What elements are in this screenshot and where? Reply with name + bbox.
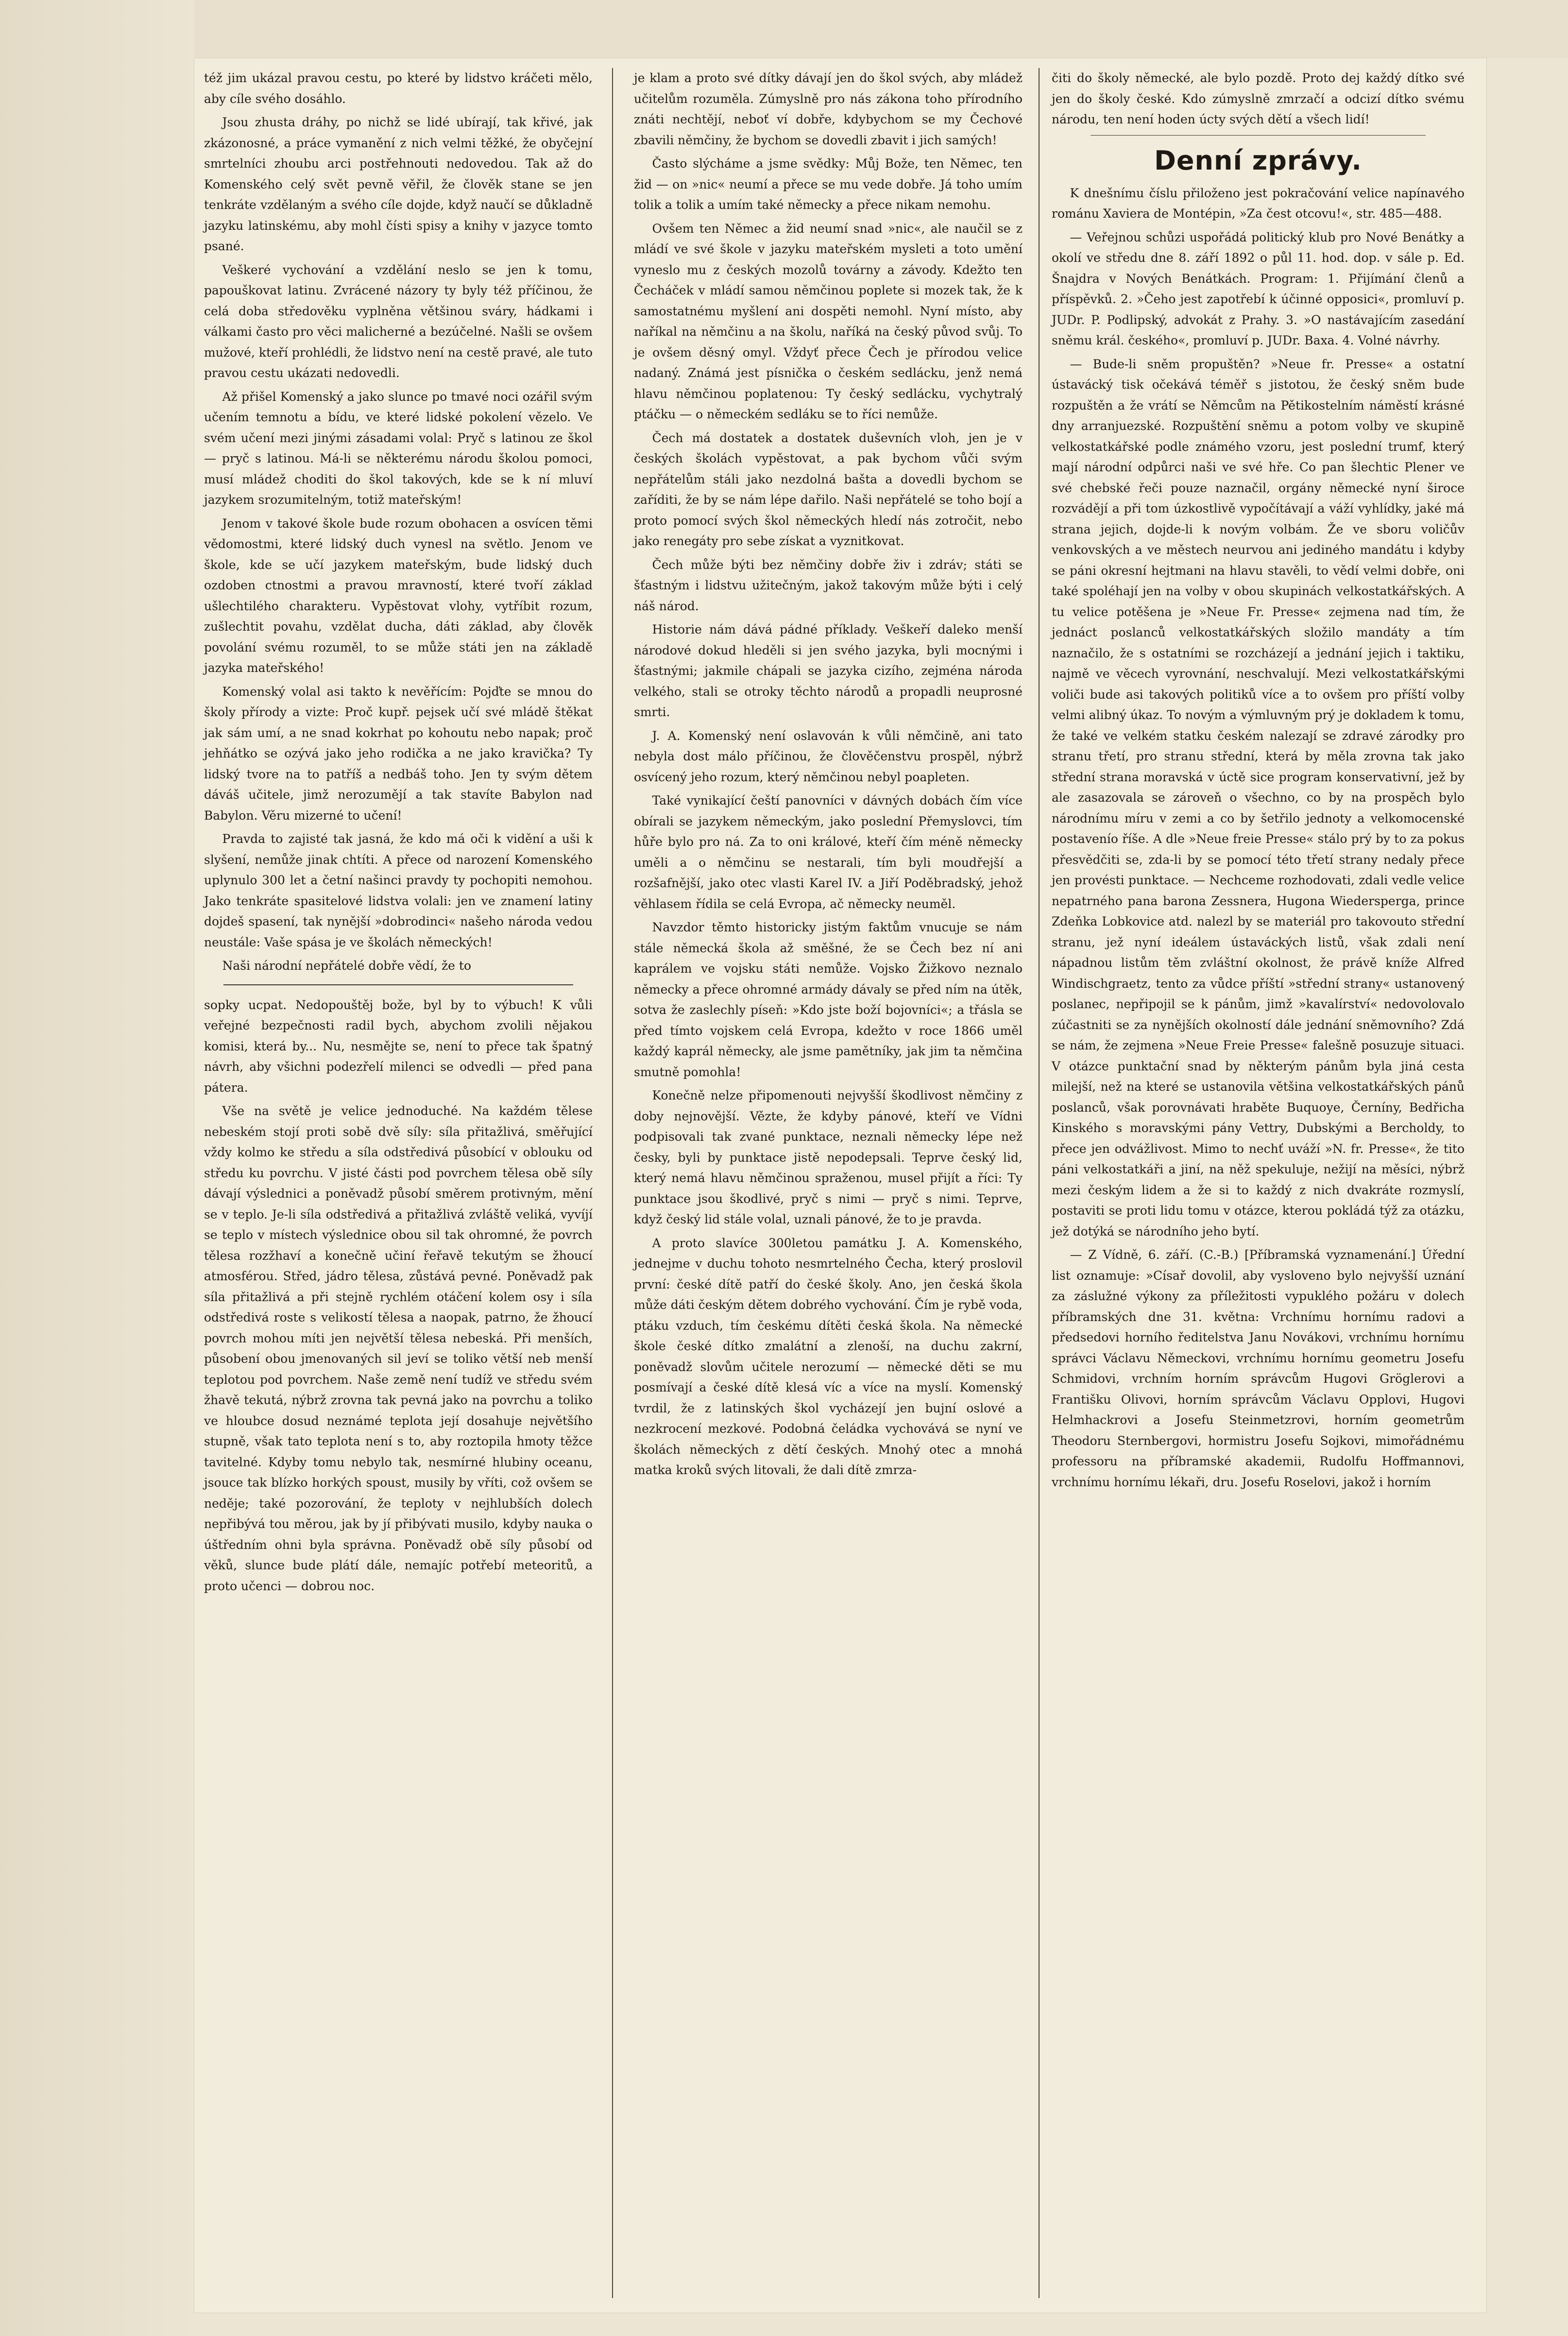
paragraph: čiti do školy německé, ale bylo pozdě. Proto dej každý dítko své jen do školy české. Kdo zúmyslně zmrzačí a odcizí dítko svému národu, ten není hoden úcty svých dětí a všech lidí! xyxy=(1052,71,1465,126)
paragraph: Také vynikající čeští panovníci v dávných dobách čím více obírali se jazykem německým, jako poslední Přemyslovci, tím hůře bylo pro ná. Za to oni králové, kteří čím méně německy uměli a o němčinu se nestarali, tím byli moudřejší a rozšafnější, jako otec vlasti Karel IV. a Jiří Poděbradský, jehož věhlasem řídila se celá Evropa, ač německy neuměl. xyxy=(634,793,1023,911)
paragraph: A proto slavíce 300letou památku J. A. Komenského, jednejme v duchu tohoto nesmrtelného Čecha, který proslovil první: české dítě patří do české školy. Ano, jen česká škola může dáti českým dětem dobrého vychování. Čím je rybě voda, ptáku vzduch, tím českému dítěti česká škola. Na německé škole české dítko zmalátní a zlenoší, na duchu zakrní, poněvadž slovům učitele nerozumí — německé děti se mu posmívají a české dítě klesá víc a více na myslí. Komenský tvrdil, že z latinských škol vycházejí jen bujní oslové a nezkrocení mezkové. Podobná čeládka vychovává se nyní ve školách německých z dětí českých. Mnohý otec a mnohá matka kroků svých litovali, že dali dítě zmrza- xyxy=(634,1236,1023,1477)
paragraph: Jenom v takové škole bude rozum obohacen a osvícen těmi vědomostmi, které lidský duch vynesl na světlo. Jenom ve škole, kde se učí jazykem mateřským, bude lidský duch ozdoben ctnostmi a pravou mravností, které tvoří základ ušlechtilého charakteru. Vypěstovat vlohy, vytříbit rozum, zušlechtit povahu, vzdělat ducha, dáti základ, aby člověk povolání svému rozuměl, to se může státi jen na základě jazyka mateřského! xyxy=(204,516,593,675)
page-margin-top xyxy=(194,0,1568,58)
column-2 xyxy=(634,68,1023,1484)
paragraph: Často slýcháme a jsme svědky: Můj Bože, ten Němec, ten žid — on »nic« neumí a přece se mu vede dobře. Já toho umím tolik a tolik a umím také německy a přece nikam nemohu. xyxy=(634,156,1023,212)
column-3 xyxy=(1052,68,1465,1495)
column-1 xyxy=(204,68,593,1599)
paragraph: Navzdor těmto historicky jistým faktům vnucuje se nám stále německá škola až směšné, že se Čech bez ní ani kaprálem ve vojsku státi nemůže. Vojsko Žižkovo neznalo německy a přece ohromné armády dávaly se před ním na útěk, sotva že zaslechly píseň: »Kdo jste boží bojovníci«; a třásla se před tímto vojskem celá Evropa, kdežto v roce 1866 uměl každý kaprál německy, ale jsme pamětníky, jak jim ta němčina smutně pomohla! xyxy=(634,920,1023,1079)
paragraph: sopky ucpat. Nedopouštěj bože, byl by to výbuch! K vůli veřejné bezpečnosti radil bych, abychom zvolili nějakou komisi, která by... Nu, nesmějte se, není to přece tak špatný návrh, aby všichni podezřelí milenci se odvedli — před pana pátera. xyxy=(204,997,593,1095)
paragraph: Jsou zhusta dráhy, po nichž se lidé ubírají, tak křivé, jak zkázonosné, a práce vymanění z nich velmi těžké, že obyčejní smrtelníci zhoubu arci postřehnouti nedovedou. Tak až do Komenského celý svět pevně věřil, že člověk stane se jen tenkráte vzdělaným a svého cíle dojde, když naučí se důkladně jazyku latinskému, aby mohl čísti spisy a knihy v jazyce tomto psané. xyxy=(204,115,593,253)
column-divider xyxy=(612,68,613,2298)
paragraph: Ovšem ten Němec a žid neumí snad »nic«, ale naučil se z mládí ve své škole v jazyku mateřském mysleti a toto umění vyneslo mu z českých mozolů továrny a závody. Kdežto ten Čecháček v mládí samou němčinou poplete si mozek tak, že k samostatnému myšlení ani dospěti nemohl. Nyní místo, aby naříkal na němčinu a na školu, naříká na český původ svůj. To je ovšem děsný omyl. Vždyť přece Čech je přírodou velice nadaný. Známá jest písnička o českém sedlácku, jenž nemá hlavu němčinou poplatenou: Ty český sedlácku, vychytralý ptáčku — o německém sedláku se to říci nemůže. xyxy=(634,221,1023,421)
paragraph: Komenský volal asi takto k nevěřícím: Pojďte se mnou do školy přírody a vizte: Proč kupř. pejsek učí své mládě štěkat jak sám umí, a ne snad kokrhat po kohoutu nebo napak; proč jehňátko se ozývá jako jeho rodička a ne jako kravička? Ty lidský tvore na to patříš a nedbáš toho. Jen ty svým dětem dáváš učitele, jimž nerozumějí a tak stavíte Babylon nad Babylon. Věru mizerné to učení! xyxy=(204,684,593,823)
paragraph: K dnešnímu číslu přiloženo jest pokračování velice napínavého románu Xaviera de Montépin, »Za čest otcovu!«, str. 485—488. xyxy=(1052,186,1465,221)
paragraph: Čech může býti bez němčiny dobře živ i zdráv; státi se šťastným i lidstvu užitečným, jakož takovým může býti i celý náš národ. xyxy=(634,557,1023,613)
section-divider xyxy=(223,984,573,985)
column-divider xyxy=(1039,68,1040,2298)
paragraph: Konečně nelze připomenouti nejvyšší škodlivost němčiny z doby nejnovější. Vězte, že kdyby pánové, kteří ve Vídni podpisovali tak zvané punktace, neznali německy lépe než česky, byli by punktace jistě nepodepsali. Teprve český lid, který nemá hlavu němčinou spraženou, musel přijít a říci: Ty punktace jsou škodlivé, pryč s nimi — pryč s nimi. Teprve, když český lid stále volal, uznali pánové, že to je pravda. xyxy=(634,1088,1023,1226)
paragraph: — Bude-li sněm propuštěn? »Neue fr. Presse« a ostatní ústavácký tisk očekává téměř s jistotou, že český sněm bude rozpuštěn a že vrátí se Němcům na Pětikostelním náměstí krásné dny arranjuezské. Rozpuštění sněmu a potom volby ve skupině velkostatkářské podle známého vzoru, jest poslední trumf, který mají národní odpůrci naši ve své hře. Co pan šlechtic Plener ve své chebské řeči pouze naznačil, orgány německé nyní široce rozvádějí a při tom úzkostlivě vypočítávají a váží vyhlídky, jaké má strana jejich, dojde-li k novým volbám. Že ve sboru voličův venkovských a ve městech neurvou ani jediného mandátu i kdyby se páni okresní hejtmani na hlavu stavěli, to vědí velmi dobře, oni také spoléhají jen na volby v obou skupinách velkostatkářských. A tu velice potěšena je »Neue Fr. Presse« zejmena nad tím, že jednáct poslanců velkostatkářských složilo mandáty a tím naznačilo, že s ostatními se rozcházejí a jednání jejich i taktiku, najmě ve věcech vyrovnání, neschvalují. Mezi velkostatkářskými voliči bude asi takových politiků více a to ovšem pro příští volby velmi alibný úkaz. To novým a výmluvným prý je dokladem k tomu, že také ve velkém statku českém nalezají se zdravé zárodky pro stranu třetí, pro stranu střední, která by měla zrovna tak jako střední strana moravská v úctě sice program konservativní, jež by ale zasazovala se zároveň o všechno, co by na prospěch bylo národnímu míru v zemi a co by šetřilo jednoty a velkomocenské postavenío říše. A dle »Neue freie Presse« stálo prý by to za pokus přesvědčiti se, zda-li by se pomocí této třetí strany nedaly přece jen provésti punktace. — Nechceme rozhodovati, zdali vedle velice nepatrného pana barona Zessnera, Hugona Wiedersperga, prince Zdeňka Lobkovice atd. nalezl by se materiál pro takovouto střední stranu, jež nyní ideálem ústaváckých listů, však zdali není nápadnou listům těm zvláštní okolnost, že právě kníže Alfred Windischgraetz, tento za vůdce příští »střední strany« ustanovený poslanec, nepřipojil se k pánům, jimž »kavalírství« nedovolovalo zúčastniti se za nynějších okolností dále jednání sněmovního? Zdá se nám, že zejmena »Neue Freie Presse« falešně posuzuje situaci. V otázce punktační snad by některým pánům byla jiná cesta milejší, než na které se ustanovila většina velkostatkářských pánů poslanců, však porovnávati hraběte Buquoye, Černíny, Bedřicha Kinského s moravskými pány Vettry, Dubskými a Bercholdy, to přece jen odvážlivost. Mimo to nechť uváží »N. fr. Presse«, že tito páni velkostatkáři a jiní, na něž spekuluje, nežijí na měsíci, nýbrž mezi českým lidem a že si to každý z nich dvakráte rozmyslí, postaviti se proti lidu tomu v otázce, kterou pokládá týž za otázku, jež dotýká se národního jeho bytí. xyxy=(1052,357,1465,1238)
paragraph: Čech má dostatek a dostatek duševních vloh, jen je v českých školách vypěstovat, a pak bychom vůči svým nepřátelům stáli jako nezdolná bašta a dovedli bychom se zaříditi, že by se nám lépe dařilo. Naši nepřátelé se toho bojí a proto pomocí svých škol německých hledí nás zotročit, nebo jako renegáty pro sebe získat a vyznitkovat. xyxy=(634,430,1023,548)
paragraph: Vše na světě je velice jednoduché. Na každém tělese nebeském stojí proti sobě dvě síly: síla přitažlivá, směřující vždy kolmo ke středu a síla odstředivá působící v oblouku od středu ku povrchu. V jisté části pod povrchem tělesa obě síly dávají výslednici a poněvadž působí směrem protivným, mění se v teplo. Je-li síla odstředivá a přitažlivá zvláště veliká, vyvíjí se teplo v místech výslednice obou sil tak ohromné, že povrch tělesa rozžhaví a konečně učiní řeřavě tekutým se žhoucí atmosférou. Střed, jádro tělesa, zůstává pevné. Poněvadž pak síla přitažlivá a při stejně rychlém otáčení kolem osy i síla odstředivá roste s velikostí tělesa a naopak, patrno, že žhoucí povrch mohou míti jen největší tělesa nebeská. Při menších, působení obou jmenovaných sil jeví se toliko větší neb menší teplotou pod povrchem. Naše země není tudíž ve středu svém žhavě tekutá, nýbrž zrovna tak pevná jako na povrchu a toliko ve hloubce dosud neznámé teplota její dosahuje největšího stupně, však tato teplota není s to, aby roztopila hmoty těžce tavitelné. Kdyby tomu nebylo tak, nesmírné hlubiny oceanu, jsouce tak blízko horkých spoust, musily by vříti, což ovšem se neděje; také pozorování, že teploty v nejhlubších dolech nepřibývá tou měrou, jak by jí přibývati musilo, kdyby nauka o úštředním ohni byla správna. Poněvadž obě síly působí od věků, slunce bude plátí dále, nemajíc potřebí meteoritů, a proto učenci — dobrou noc. xyxy=(204,1104,593,1593)
section-heading: Denní zprávy. xyxy=(1154,145,1362,176)
paragraph: — Veřejnou schůzi uspořádá politický klub pro Nové Benátky a okolí ve středu dne 8. září 1892 o půl 11. hod. dop. v sále p. Ed. Šnajdra v Nových Benátkách. Program: 1. Přijímání členů a příspěvků. 2. »Čeho jest zapotřebí k účinné opposici«, promluví p. JUDr. P. Podlipský, advokát z Prahy. 3. »O nastávajícím zasedání sněmu král. českého«, promluví p. JUDr. Baxa. 4. Volné návrhy. xyxy=(1052,230,1465,347)
paragraph: též jim ukázal pravou cestu, po které by lidstvo kráčeti mělo, aby cíle svého dosáhlo. xyxy=(204,71,593,106)
paragraph: je klam a proto své dítky dávají jen do škol svých, aby mládež učitelům rozuměla. Zúmyslně pro nás zákona toho přírodního znáti nechtějí, neboť ví dobře, kdybychom se my Čechové zbavili němčiny, že bychom se dovedli zbavit i jich samých! xyxy=(634,71,1023,147)
page-margin-left xyxy=(0,0,194,2336)
paragraph: Veškeré vychování a vzdělání neslo se jen k tomu, papouškovat latinu. Zvrácené názory ty byly též příčinou, že celá doba středověku vyplněna většinou sváry, hádkami i válkami často pro věci malicherné a bezúčelné. Našli se ovšem mužové, kteří prohlédli, že lidstvo není na cestě pravé, ale tuto pravou cestu ukázati nedovedli. xyxy=(204,262,593,380)
paragraph: Naši národní nepřátelé dobře vědí, že to xyxy=(222,959,472,973)
paragraph: J. A. Komenský není oslavován k vůli němčině, ani tato nebyla dost málo příčinou, že člověčenstvu prospěl, nýbrž osvícený jeho rozum, který němčinou nebyl poapleten. xyxy=(634,728,1023,784)
section-divider xyxy=(1091,135,1426,136)
paragraph: Pravda to zajisté tak jasná, že kdo má oči k vidění a uši k slyšení, nemůže jinak chtíti. A přece od narození Komenského uplynulo 300 let a četní našinci pravdy ty pochopiti nemohou. Jako tenkráte spasitelové lidstva volali: jen ve znamení latiny dojdeš spasení, tak nynější »dobrodinci« našeho národa vedou neustále: Vaše spása je ve školách německých! xyxy=(204,832,593,949)
paragraph: — Z Vídně, 6. září. (C.-B.) [Příbramská vyznamenání.] Úřední list oznamuje: »Císař dovolil, aby vysloveno bylo nejvyšší uznání za záslužné výkony za příležitosti vypuklého požáru v dolech příbramských dne 31. května: Vrchnímu hornímu radovi a předsedovi horního ředitelstva Janu Novákovi, vrchnímu hornímu správci Václavu Německovi, vrchnímu hornímu geometru Josefu Schmidovi, vrchním horním správcům Hugovi Gröglerovi a Františku Olivovi, horním správcům Václavu Opplovi, Hugovi Helmhackrovi a Josefu Steinmetzrovi, horním geometrům Theodoru Sternbergovi, hormistru Josefu Sojkovi, mimořádnému professoru na příbramské akademii, Rudolfu Hoffmannovi, vrchnímu hornímu lékaři, dru. Josefu Roselovi, jakož i horním xyxy=(1052,1248,1465,1489)
paragraph: Až přišel Komenský a jako slunce po tmavé noci ozářil svým učením temnotu a bídu, ve které lidské pokolení vězelo. Ve svém učení mezi jinými zásadami volal: Pryč s latinou ze škol — pryč s latinou. Má-li se některému národu školou pomoci, musí mládež choditi do škol takových, kde se k ní mluví jazykem srozumitelným, totiž mateřským! xyxy=(204,389,593,507)
newspaper-page xyxy=(194,58,1486,2313)
paragraph: Historie nám dává pádné příklady. Veškeří daleko menší národové dokud hleděli si jen svého jazyka, byli mocnými i šťastnými; jakmile chápali se jazyka cizího, zejména národa velkého, stali se otroky těchto národů a propadli neuprosné smrti. xyxy=(634,622,1023,719)
